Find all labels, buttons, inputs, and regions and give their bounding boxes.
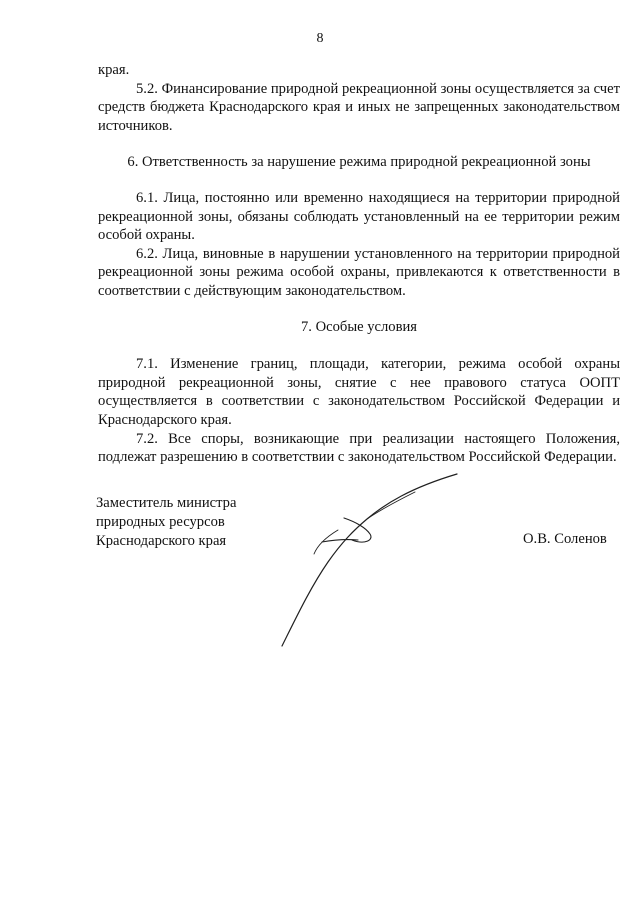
signatory-title-line-2: природных ресурсов — [96, 514, 225, 530]
signatory-title-line-3: Краснодарского края — [96, 533, 227, 549]
signatory-name: О.В. Соленов — [523, 531, 607, 547]
document-body — [98, 61, 620, 467]
paragraph-continuation: края. — [98, 62, 130, 78]
paragraph-7-1: 7.1. Изменение границ, площади, категории, режима особой охраны природной рекреационной зоны, снятие с нее правового статуса ООПТ осуществляется в соответствии с законодательством Российской Федерации и Краснодарского края. — [98, 356, 620, 428]
signatory-title-line-1: Заместитель министра — [96, 495, 237, 511]
paragraph-6-1: 6.1. Лица, постоянно или временно находящиеся на территории природной рекреационной зоны, обязаны соблюдать установленный на ее территории режим особой охраны. — [98, 189, 620, 244]
paragraph-6-2: 6.2. Лица, виновные в нарушении установленного на территории природной рекреационной зоны режима особой охраны, привлекаются к ответственности в соответствии с действующим законодательством. — [98, 245, 620, 299]
section-6-title: 6. Ответственность за нарушение режима природной рекреационной зоны — [127, 154, 591, 171]
paragraph-5-2: 5.2. Финансирование природной рекреационной зоны осуществляется за счет средств бюджета Краснодарского края и иных не запрещенных законодательством источников. — [98, 80, 620, 134]
page-number: 8 — [316, 31, 324, 46]
handwritten-signature — [270, 470, 470, 650]
section-7-title: 7. Особые условия — [300, 318, 418, 335]
paragraph-7-2: 7.2. Все споры, возникающие при реализации настоящего Положения, подлежат разрешению в соответствии с законодательством Российской Федерации. — [98, 430, 620, 466]
